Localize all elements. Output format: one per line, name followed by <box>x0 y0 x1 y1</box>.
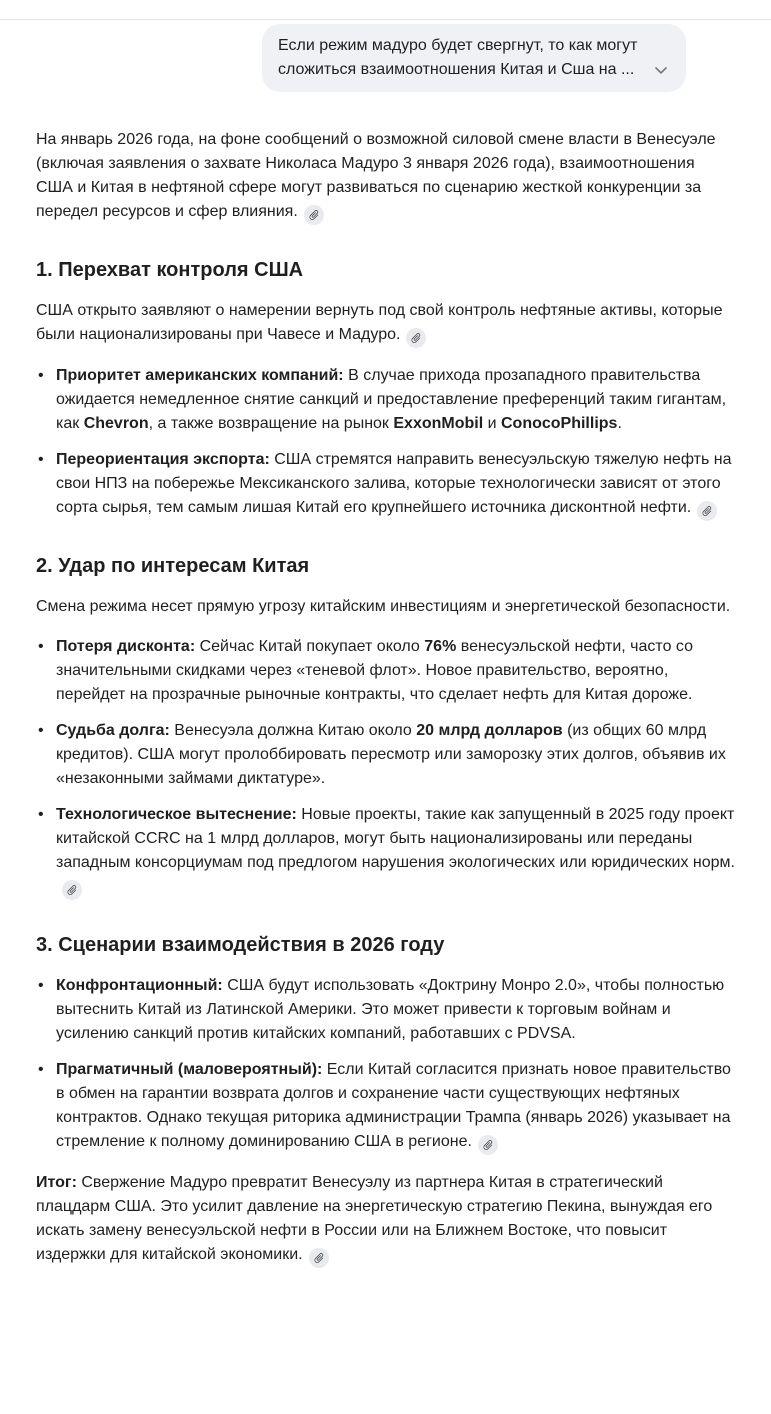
bold-text-run: Потеря дисконта: <box>56 638 196 655</box>
user-message-row <box>0 20 771 92</box>
text-run: США будут использовать «Доктрину Монро 2.0», чтобы полностью вытеснить Китай из Латинской Америки. Это может привести к торговым войнам и усилению санкций против китайских компаний, работавших с PDVSA. <box>56 977 725 1042</box>
list-item <box>36 1058 735 1155</box>
text-run: Венесуэла должна Китаю около <box>169 722 417 739</box>
top-divider <box>0 0 771 20</box>
response-paragraph <box>36 299 735 348</box>
paperclip-icon <box>66 884 78 896</box>
bold-text-run: Конфронтационный: <box>56 977 223 994</box>
bold-text-run: Прагматичный (маловероятный): <box>56 1061 323 1078</box>
response-paragraph <box>36 1171 735 1268</box>
bold-text-run: Chevron <box>83 415 149 432</box>
list-item <box>36 719 735 791</box>
list-item <box>36 974 735 1046</box>
bold-text-run: Переориентация экспорта: <box>56 451 270 468</box>
paperclip-icon <box>701 505 713 517</box>
response-paragraph <box>36 595 735 619</box>
paperclip-icon <box>308 209 320 221</box>
bullet-icon: • <box>38 722 44 739</box>
expand-query-button[interactable] <box>650 59 672 81</box>
source-link-badge[interactable] <box>478 1135 498 1155</box>
list-item <box>36 803 735 900</box>
source-link-badge[interactable] <box>697 501 717 521</box>
bold-text-run: Приоритет американских компаний: <box>56 367 344 384</box>
bullet-list <box>36 364 735 521</box>
text-run: , а также возвращение на рынок <box>148 415 394 432</box>
text-run: (из общих 60 млрд кредитов). США могут пролоббировать пересмотр или заморозку этих долгов, объявив их «незаконными займами диктатуре». <box>56 722 726 787</box>
section-heading: 2. Удар по интересам Китая <box>36 555 310 577</box>
text-run: На январь 2026 года, на фоне сообщений о возможной силовой смене власти в Венесуэле (включая заявления о захвате Николаса Мадуро 3 января 2026 года), взаимоотношения США и Китая в нефтяной сфере могут развиваться по сценарию жесткой конкуренции за передел ресурсов и сфер влияния. <box>36 131 716 220</box>
source-link-badge[interactable] <box>304 205 324 225</box>
text-run: Сейчас Китай покупает около <box>195 638 425 655</box>
bullet-icon: • <box>38 1061 44 1078</box>
bullet-list <box>36 974 735 1155</box>
text-run: венесуэльской нефти, часто со значительными скидками через «теневой флот». Новое правительство, вероятно, перейдет на прозрачные рыночные контракты, что сделает нефть для Китая дороже. <box>56 638 693 703</box>
text-run: В случае прихода прозападного правительства ожидается немедленное снятие санкций и предоставление преференций таким гигантам, как <box>56 367 727 432</box>
bold-text-run: ConocoPhillips <box>500 415 618 432</box>
bold-text-run: Технологическое вытеснение: <box>56 806 297 823</box>
text-run: Новые проекты, такие как запущенный в 2025 году проект китайской CCRC на 1 млрд долларов, могут быть национализированы или переданы западным консорциумам под предлогом нарушения экологических или юридических норм. <box>56 806 735 871</box>
bold-text-run: 20 млрд долларов <box>416 722 563 739</box>
section-heading: 3. Сценарии взаимодействия в 2026 году <box>36 934 445 956</box>
user-message-bubble[interactable] <box>262 24 686 92</box>
text-run: Смена режима несет прямую угрозу китайским инвестициям и энергетической безопасности. <box>36 598 731 615</box>
text-run: . <box>617 415 622 432</box>
paperclip-icon <box>410 332 422 344</box>
bullet-icon: • <box>38 806 44 823</box>
text-run: США открыто заявляют о намерении вернуть под свой контроль нефтяные активы, которые были национализированы при Чавесе и Мадуро. <box>36 302 723 343</box>
chevron-down-icon <box>651 60 671 80</box>
bullet-icon: • <box>38 451 44 468</box>
list-item <box>36 448 735 521</box>
bullet-list <box>36 635 735 900</box>
text-run: Свержение Мадуро превратит Венесуэлу из партнера Китая в стратегический плацдарм США. Это усилит давление на энергетическую стратегию Пекина, вынуждая его искать замену венесуэльской нефти в России или на Ближнем Востоке, что повысит издержки для китайской экономики. <box>36 1174 713 1263</box>
list-item <box>36 364 735 436</box>
user-query-text: Если режим мадуро будет свергнут, то как могут сложиться взаимоотношения Китая и Сша на ... <box>278 37 638 78</box>
list-item <box>36 635 735 707</box>
paperclip-icon <box>482 1139 494 1151</box>
bold-text-run: Судьба долга: <box>56 722 170 739</box>
source-link-badge[interactable] <box>406 328 426 348</box>
bold-text-run: ExxonMobil <box>393 415 484 432</box>
response-paragraph <box>36 128 735 225</box>
section-heading: 1. Перехват контроля США <box>36 259 304 281</box>
bullet-icon: • <box>38 977 44 994</box>
text-run: и <box>483 415 501 432</box>
bullet-icon: • <box>38 638 44 655</box>
bold-text-run: 76% <box>424 638 457 655</box>
assistant-response <box>0 128 771 1268</box>
text-run: Если Китай согласится признать новое правительство в обмен на гарантии возврата долгов и сохранение части существующих нефтяных контрактов. Однако текущая риторика администрации Трампа (январь 2026) указывает на стремление к полному доминированию США в регионе. <box>56 1061 731 1150</box>
text-run: США стремятся направить венесуэльскую тяжелую нефть на свои НПЗ на побережье Мексиканского залива, которые технологически зависят от этого сорта сырья, тем самым лишая Китай его крупнейшего источника дисконтной нефти. <box>56 451 732 516</box>
paperclip-icon <box>313 1252 325 1264</box>
source-link-badge[interactable] <box>62 880 82 900</box>
bold-text-run: Итог: <box>36 1174 77 1191</box>
source-link-badge[interactable] <box>309 1248 329 1268</box>
bullet-icon: • <box>38 367 44 384</box>
